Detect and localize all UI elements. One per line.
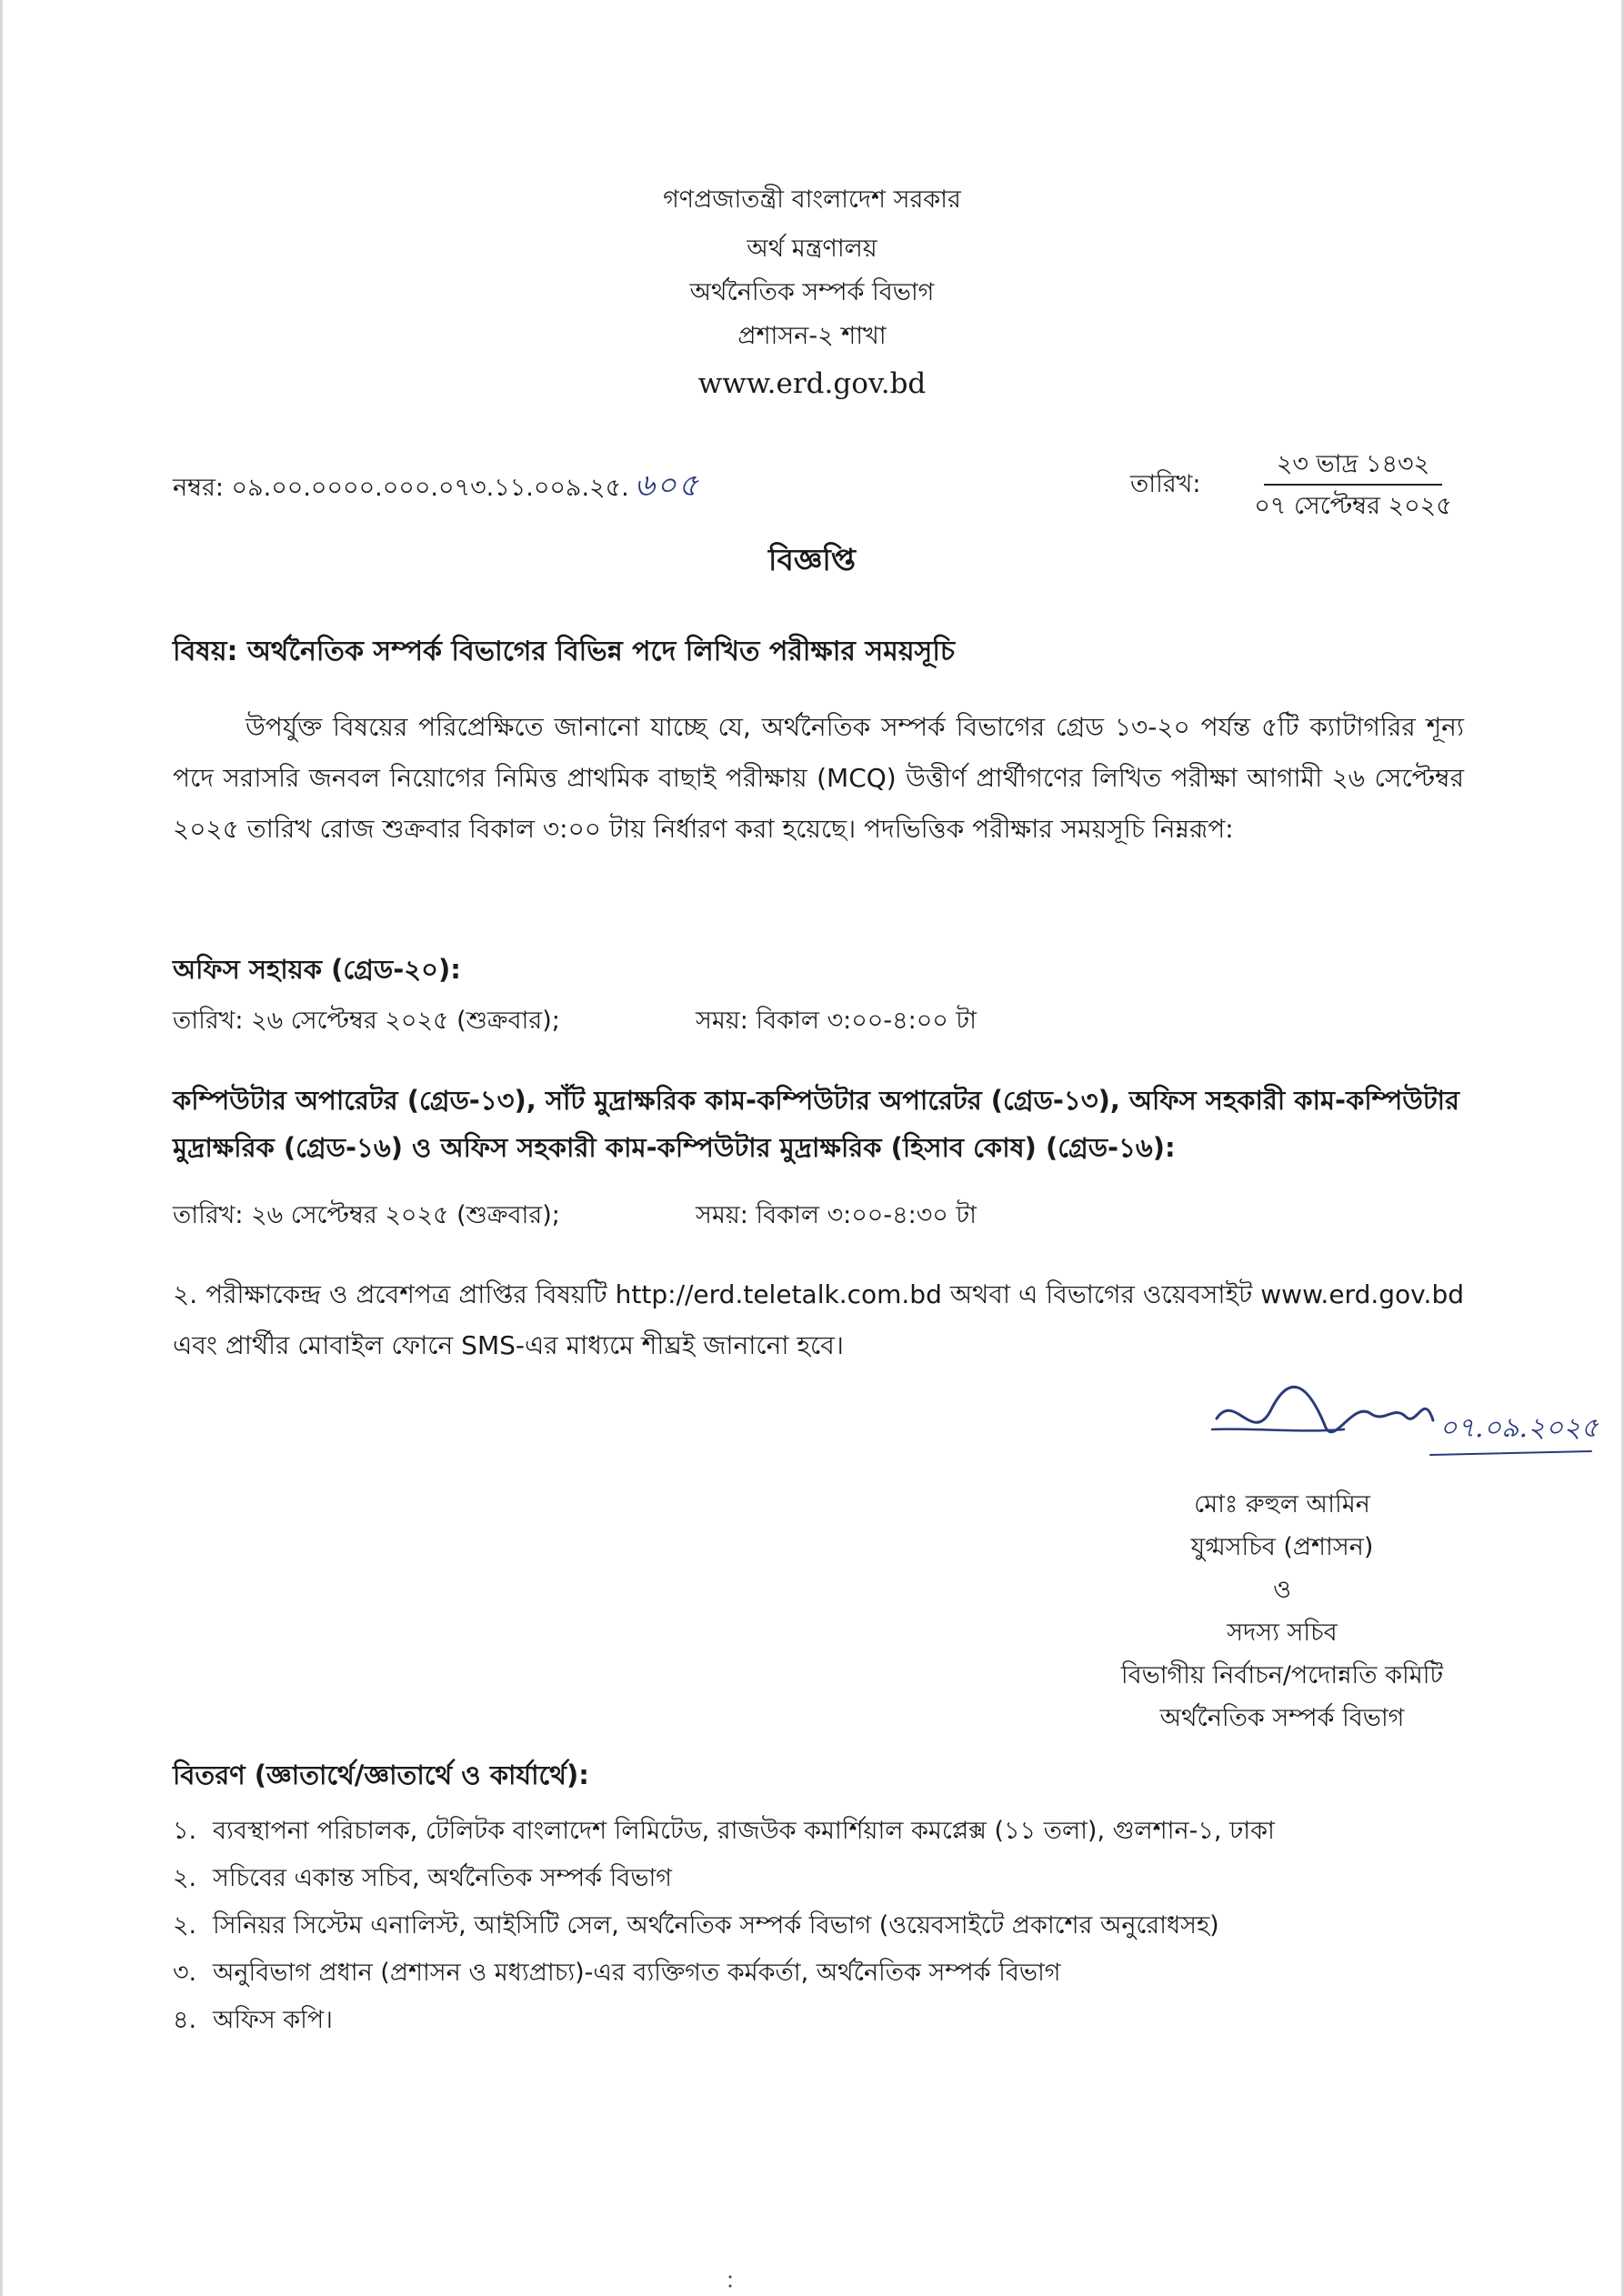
header-division: অর্থনৈতিক সম্পর্ক বিভাগ bbox=[689, 278, 935, 306]
signatory-office: অর্থনৈতিক সম্পর্ক বিভাগ bbox=[1159, 1704, 1405, 1732]
signatory-role: সদস্য সচিব bbox=[1227, 1619, 1338, 1647]
schedule-title-computer-operator: কম্পিউটার অপারেটর (গ্রেড-১৩), সাঁট মুদ্রাক্ষরিক কাম-কম্পিউটার অপারেটর (গ্রেড-১৩), অফিস সহকারী কাম-কম্পিউটার মুদ্রাক্ষরিক (গ্রেড-১৬) ও অফিস সহকারী কাম-কম্পিউটার মুদ্রাক্ষরিক (হিসাব কোষ) (গ্রেড-১৬): bbox=[173, 1085, 1460, 1163]
list-item: ১. ব্যবস্থাপনা পরিচালক, টেলিটক বাংলাদেশ লিমিটেড, রাজউক কমার্শিয়াল কমপ্লেক্স (১১ তলা), গুলশান-১, ঢাকা bbox=[173, 1817, 1275, 1845]
date-bangla: ২৩ ভাদ্র ১৪৩২ bbox=[1264, 446, 1442, 486]
schedule-title-office-assistant: অফিস সহায়ক (গ্রেড-২০): bbox=[173, 954, 461, 985]
memo-number: নম্বর: ০৯.০০.০০০০.০০০.০৭৩.১১.০০৯.২৫. bbox=[173, 474, 629, 502]
header-ministry: অর্থ মন্ত্রণালয় bbox=[747, 235, 877, 263]
intro-paragraph bbox=[173, 702, 1464, 855]
date-block bbox=[1235, 446, 1471, 526]
header-website-link[interactable]: www.erd.gov.bd bbox=[697, 367, 927, 400]
scan-artifact-dots bbox=[727, 2273, 733, 2291]
signatory-committee: বিভাগীয় নির্বাচন/পদোন্নতি কমিটি bbox=[1120, 1661, 1444, 1689]
admit-card-paragraph: ২. পরীক্ষাকেন্দ্র ও প্রবেশপত্র প্রাপ্তির বিষয়টি http://erd.teletalk.com.bd অথবা এ বিভাগের ওয়েবসাইট www.erd.gov.bd এবং প্রার্থীর মোবাইল ফোনে SMS-এর মাধ্যমে শীঘ্রই জানানো হবে। bbox=[173, 1279, 1464, 1360]
handwritten-signature bbox=[1198, 1364, 1599, 1473]
memo-number-line bbox=[173, 462, 700, 514]
signature-date: ০৭.০৯.২০২৫ bbox=[1439, 1412, 1599, 1444]
schedule-date: তারিখ: ২৬ সেপ্টেম্বর ২০২৫ (শুক্রবার); bbox=[173, 1201, 560, 1229]
notice-title: বিজ্ঞপ্তি bbox=[768, 542, 856, 577]
list-item: ৩. অনুবিভাগ প্রধান (প্রশাসন ও মধ্যপ্রাচ্য)-এর ব্যক্তিগত কর্মকর্তা, অর্থনৈতিক সম্পর্ক বিভাগ bbox=[173, 1959, 1061, 1987]
list-item: ২. সিনিয়র সিস্টেম এনালিস্ট, আইসিটি সেল, অর্থনৈতিক সম্পর্ক বিভাগ (ওয়েবসাইটে প্রকাশের অনুরোধসহ) bbox=[173, 1911, 1219, 1940]
memo-number-handwritten: ৬০৫ bbox=[634, 467, 700, 504]
subject-line: বিষয়: অর্থনৈতিক সম্পর্ক বিভাগের বিভিন্ন পদে লিখিত পরীক্ষার সময়সূচি bbox=[173, 636, 956, 667]
date-english: ০৭ সেপ্টেম্বর ২০২৫ bbox=[1254, 492, 1452, 520]
list-item: ৪. অফিস কপি। bbox=[173, 2006, 333, 2034]
header-website[interactable] bbox=[0, 362, 1624, 407]
distribution-list bbox=[173, 1808, 1275, 2044]
signatory-designation: যুগ্মসচিব (প্রশাসন) bbox=[1190, 1533, 1374, 1561]
signatory-name: মোঃ রুহুল আমিন bbox=[1194, 1490, 1370, 1519]
schedule-date: তারিখ: ২৬ সেপ্টেম্বর ২০২৫ (শুক্রবার); bbox=[173, 1007, 560, 1035]
schedule-time: সময়: বিকাল ৩:০০-৪:৩০ টা bbox=[696, 1201, 977, 1229]
list-item: ২. সচিবের একান্ত সচিব, অর্থনৈতিক সম্পর্ক বিভাগ bbox=[173, 1864, 672, 1892]
schedule-row-computer-operator bbox=[173, 1197, 977, 1238]
schedule-row-office-assistant bbox=[173, 1002, 977, 1043]
distribution-title: বিতরণ (জ্ঞাতার্থে/জ্ঞাতার্থে ও কার্যার্থে): bbox=[173, 1760, 589, 1790]
date-label: তারিখ: bbox=[1130, 470, 1201, 498]
header-government: গণপ্রজাতন্ত্রী বাংলাদেশ সরকার bbox=[663, 185, 961, 214]
signatory-conjunction: ও bbox=[1273, 1576, 1291, 1604]
schedule-time: সময়: বিকাল ৩:০০-৪:০০ টা bbox=[696, 1007, 977, 1035]
intro-paragraph-text: উপর্যুক্ত বিষয়ের পরিপ্রেক্ষিতে জানানো যাচ্ছে যে, অর্থনৈতিক সম্পর্ক বিভাগের গ্রেড ১৩-২০ পর্যন্ত ৫টি ক্যাটাগরির শূন্য পদে সরাসরি জনবল নিয়োগের নিমিত্ত প্রাথমিক বাছাই পরীক্ষায় (MCQ) উত্তীর্ণ প্রার্থীগণের লিখিত পরীক্ষা আগামী ২৬ সেপ্টেম্বর ২০২৫ তারিখ রোজ শুক্রবার বিকাল ৩:০০ টায় নির্ধারণ করা হয়েছে। পদভিত্তিক পরীক্ষার সময়সূচি নিম্নরূপ: bbox=[173, 712, 1464, 844]
header-branch: প্রশাসন-২ শাখা bbox=[737, 322, 887, 350]
